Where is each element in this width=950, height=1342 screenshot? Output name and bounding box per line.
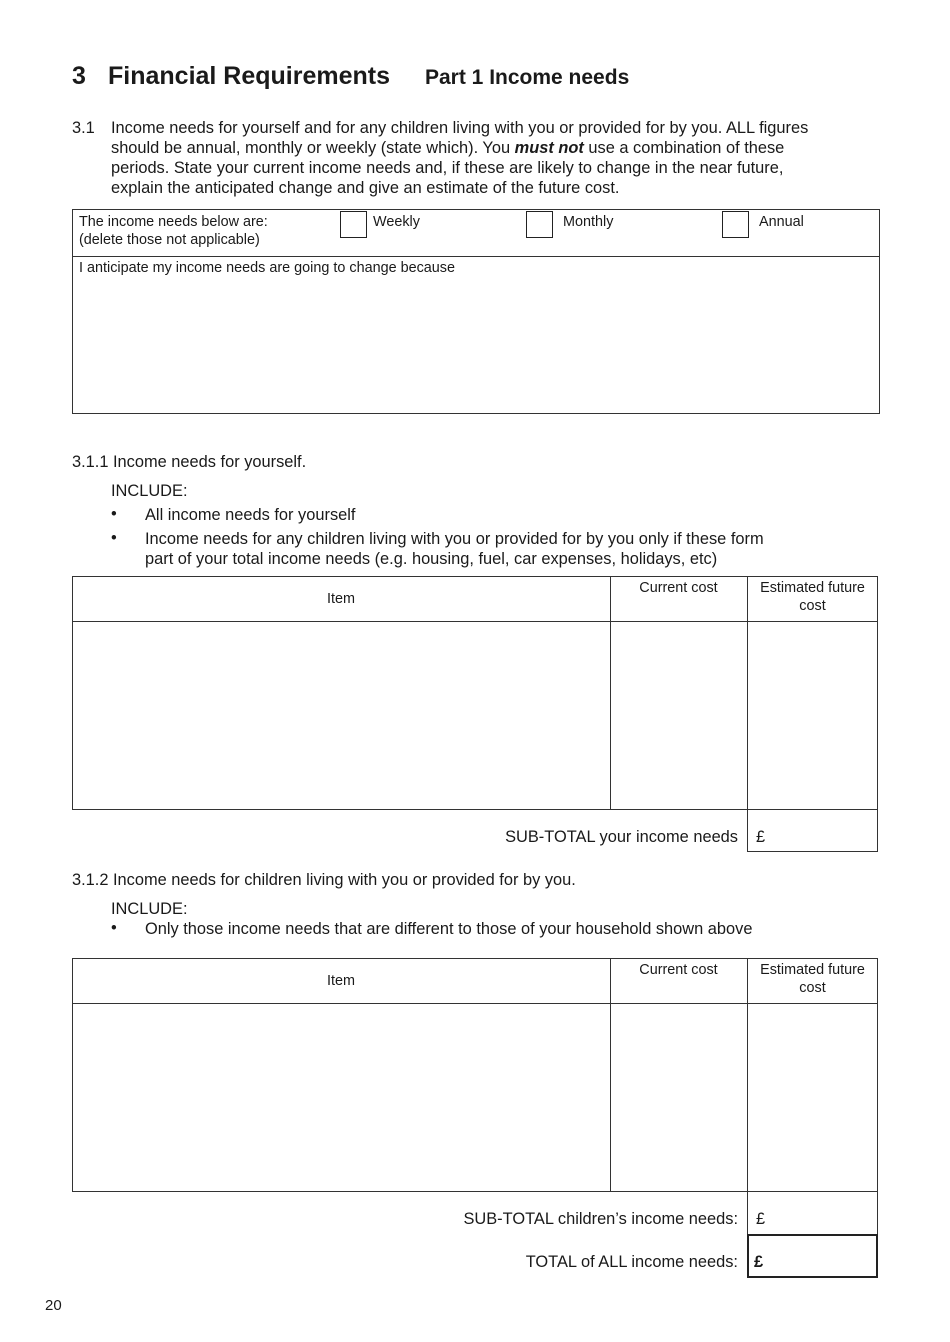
table-header-divider xyxy=(72,621,878,622)
item-cell[interactable] xyxy=(74,1005,608,1190)
monthly-label: Monthly xyxy=(563,214,614,230)
section-number: 3 xyxy=(72,62,86,90)
intro-line-2: should be annual, monthly or weekly (state which). You must not use a combination of these xyxy=(111,139,785,157)
weekly-checkbox[interactable] xyxy=(340,211,367,238)
annual-checkbox[interactable] xyxy=(722,211,749,238)
paragraph-number: 3.1 xyxy=(72,119,95,137)
column-divider xyxy=(610,576,611,810)
future-cost-column-header: Estimated future cost xyxy=(760,962,865,996)
intro-paragraph xyxy=(111,118,881,198)
future-cost-cell[interactable] xyxy=(749,623,876,808)
item-cell[interactable] xyxy=(74,623,608,808)
bullet-item: Only those income needs that are different to those of your household shown above xyxy=(145,920,753,938)
total-label: TOTAL of ALL income needs: xyxy=(525,1253,738,1271)
intro-line-4: explain the anticipated change and give an estimate of the future cost. xyxy=(111,179,620,197)
monthly-checkbox[interactable] xyxy=(526,211,553,238)
period-box-divider xyxy=(72,256,880,257)
current-cost-cell[interactable] xyxy=(612,1005,745,1190)
subtotal-self-label: SUB-TOTAL your income needs xyxy=(505,828,738,846)
bullet-item: All income needs for yourself xyxy=(145,506,356,524)
current-cost-column-header: Current cost xyxy=(639,962,718,978)
current-cost-cell[interactable] xyxy=(612,623,745,808)
period-label: The income needs below are: (delete those not applicable) xyxy=(79,214,268,248)
bullet-item: Income needs for any children living with you or provided for by you only if these form part of your total income needs (e.g. housing, fuel, car expenses, holidays, etc) xyxy=(145,530,764,568)
column-divider xyxy=(610,958,611,1192)
subsection-3-1-1-title: 3.1.1 Income needs for yourself. xyxy=(72,453,307,471)
subtotal-children-field[interactable] xyxy=(747,1191,878,1235)
table-header-divider xyxy=(72,1003,878,1004)
subtotal-self-field[interactable] xyxy=(747,809,878,852)
part-title: Part 1 Income needs xyxy=(425,66,630,89)
item-column-header: Item xyxy=(327,973,355,989)
intro-line-1: Income needs for yourself and for any children living with you or provided for by you. ALL figures xyxy=(111,119,809,137)
currency-symbol: £ xyxy=(754,1253,764,1271)
future-cost-column-header: Estimated future cost xyxy=(760,580,865,614)
currency-symbol: £ xyxy=(756,1210,766,1228)
currency-symbol: £ xyxy=(756,828,766,846)
subsection-3-1-2-title: 3.1.2 Income needs for children living with you or provided for by you. xyxy=(72,871,576,889)
include-label: INCLUDE: xyxy=(111,900,188,918)
change-explanation-field[interactable] xyxy=(76,282,876,410)
annual-label: Annual xyxy=(759,214,804,230)
bullet-marker: • xyxy=(111,529,117,547)
must-not-emphasis: must not xyxy=(514,139,584,157)
bullet-marker: • xyxy=(111,919,117,937)
change-label: I anticipate my income needs are going to change because xyxy=(79,260,455,276)
future-cost-cell[interactable] xyxy=(749,1005,876,1190)
current-cost-column-header: Current cost xyxy=(639,580,718,596)
section-title: Financial Requirements xyxy=(108,62,391,90)
total-field[interactable] xyxy=(747,1234,878,1278)
subtotal-children-label: SUB-TOTAL children’s income needs: xyxy=(463,1210,738,1228)
intro-line-3: periods. State your current income needs and, if these are likely to change in the near future, xyxy=(111,159,784,177)
page-number: 20 xyxy=(45,1297,62,1314)
weekly-label: Weekly xyxy=(373,214,420,230)
include-label: INCLUDE: xyxy=(111,482,188,500)
item-column-header: Item xyxy=(327,591,355,607)
bullet-marker: • xyxy=(111,505,117,523)
